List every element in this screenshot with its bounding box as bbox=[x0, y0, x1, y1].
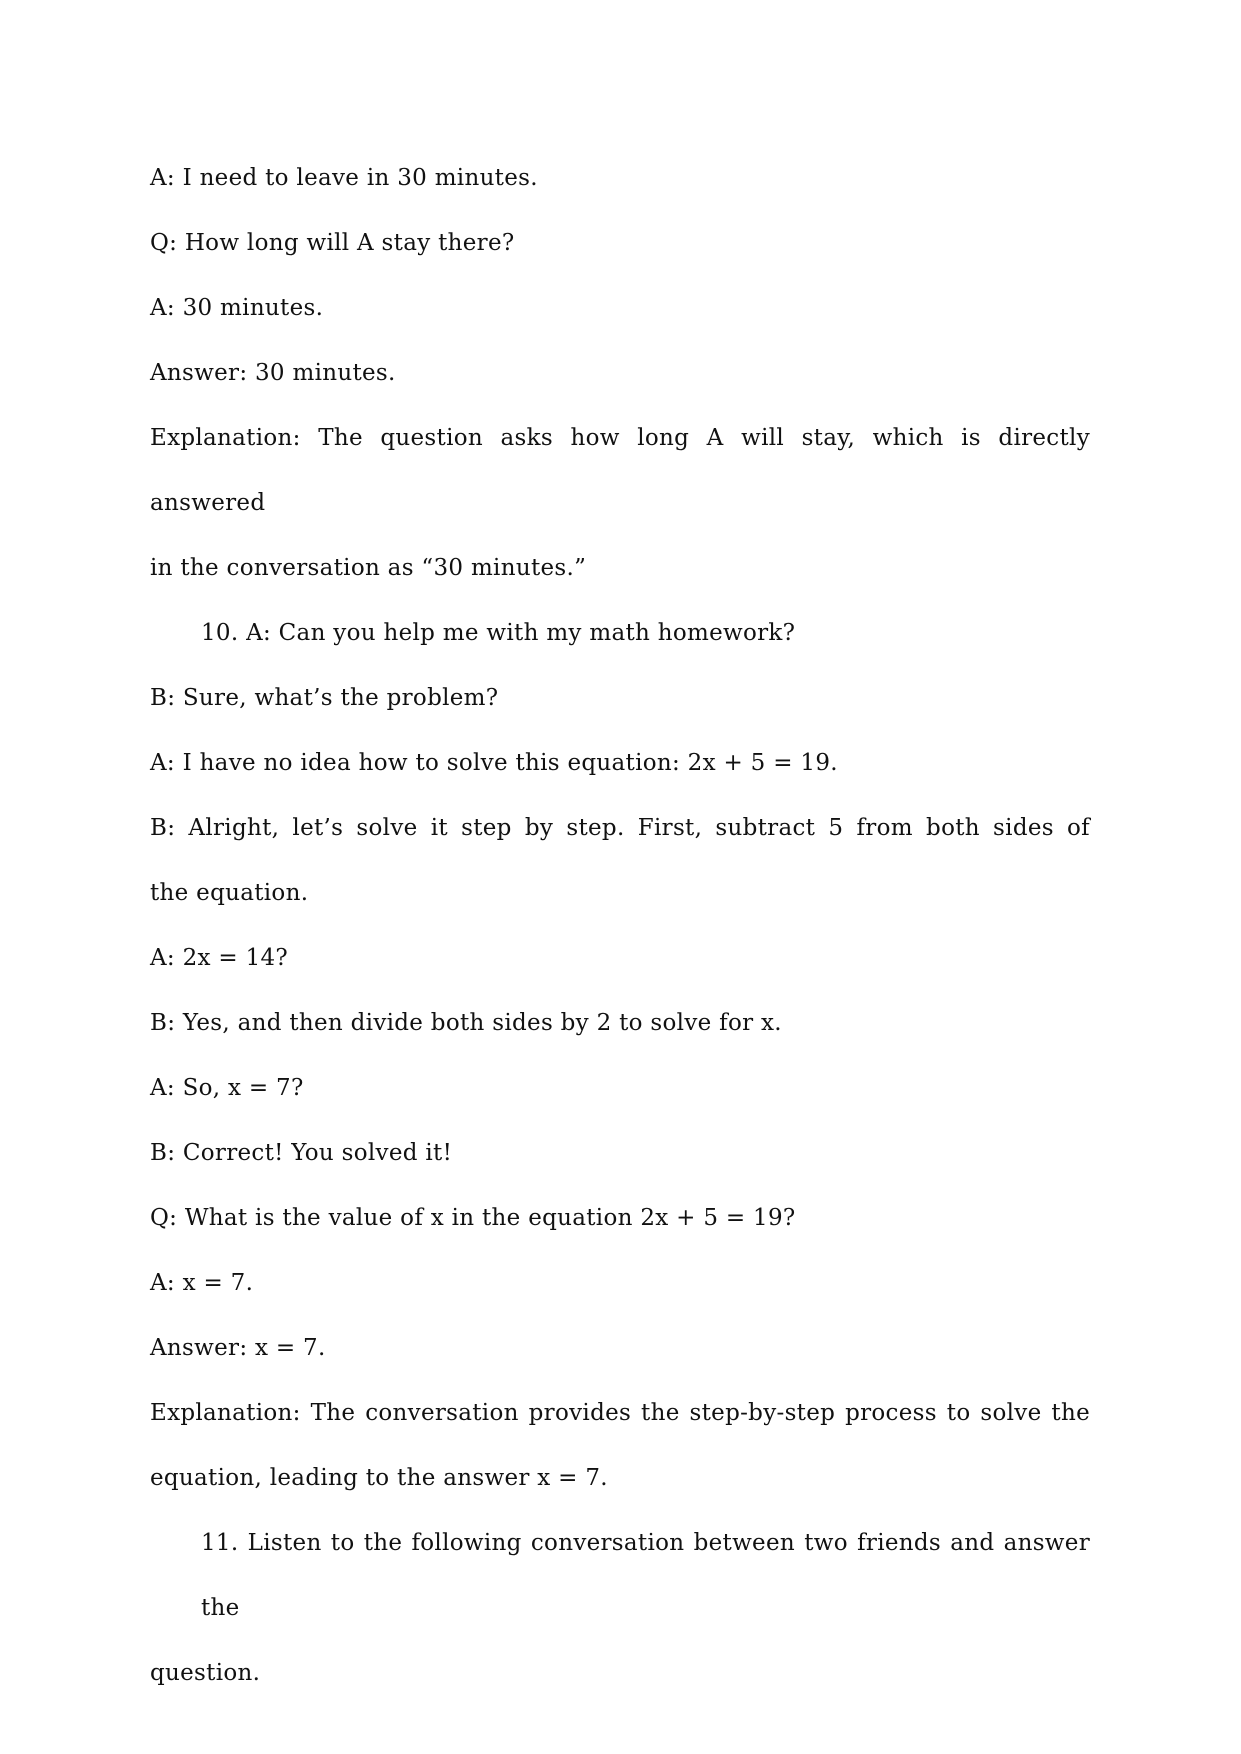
dialogue-line: B: Yes, and then divide both sides by 2 to solve for x. bbox=[150, 1010, 782, 1036]
dialogue-line: B: Sure, what’s the problem? bbox=[150, 685, 499, 711]
question-line: Q: How long will A stay there? bbox=[150, 230, 515, 256]
dialogue-line: B: Alright, let’s solve it step by step. First, subtract 5 from both sides of bbox=[150, 815, 1090, 841]
answer-line: Answer: x = 7. bbox=[150, 1335, 326, 1361]
explanation-line: Explanation: The question asks how long A will stay, which is directly answered bbox=[150, 425, 1090, 516]
explanation-line: equation, leading to the answer x = 7. bbox=[150, 1465, 608, 1491]
explanation-line: in the conversation as “30 minutes.” bbox=[150, 555, 587, 581]
answer-line: Answer: 30 minutes. bbox=[150, 360, 396, 386]
item-heading: 11. Listen to the following conversation between two friends and answer the bbox=[201, 1530, 1090, 1621]
dialogue-line: A: 30 minutes. bbox=[150, 295, 324, 321]
item-heading-continuation: question. bbox=[150, 1660, 261, 1686]
dialogue-line: A: So, x = 7? bbox=[150, 1075, 304, 1101]
document-body bbox=[150, 146, 1090, 1706]
dialogue-line: A: I have no idea how to solve this equation: 2x + 5 = 19. bbox=[150, 750, 838, 776]
dialogue-line: A: x = 7. bbox=[150, 1270, 254, 1296]
dialogue-line: B: Correct! You solved it! bbox=[150, 1140, 453, 1166]
item-heading: 10. A: Can you help me with my math homework? bbox=[201, 620, 796, 646]
question-line: Q: What is the value of x in the equation 2x + 5 = 19? bbox=[150, 1205, 796, 1231]
dialogue-line: A: 2x = 14? bbox=[150, 945, 289, 971]
dialogue-line: A: I need to leave in 30 minutes. bbox=[150, 165, 538, 191]
dialogue-line: the equation. bbox=[150, 880, 309, 906]
explanation-line: Explanation: The conversation provides the step-by-step process to solve the bbox=[150, 1400, 1090, 1426]
